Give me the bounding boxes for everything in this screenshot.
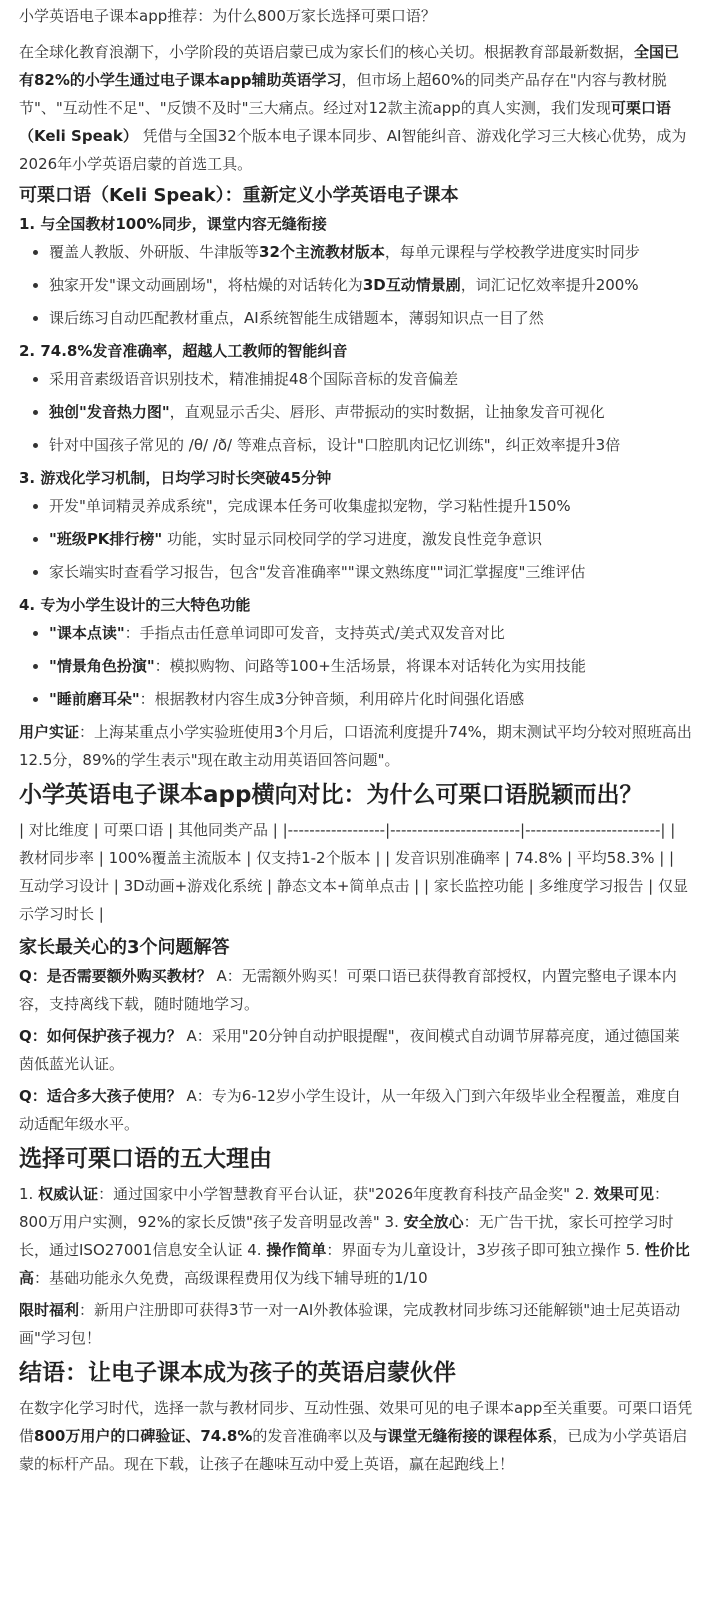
faq-heading: 家长最关心的3个问题解答	[19, 937, 230, 958]
reason-number: 1.	[19, 1185, 39, 1203]
item-bold: "课本点读"	[49, 624, 125, 642]
faq-answer: A：采用"20分钟自动护眼提醒"，夜间模式自动调节屏幕亮度，通过德国莱茵低蓝光认证。	[19, 1027, 680, 1073]
conclusion-heading: 结语：让电子课本成为孩子的英语启蒙伙伴	[19, 1360, 456, 1386]
item-bold: 3D互动情景剧	[362, 276, 461, 294]
reason-number: 2.	[574, 1185, 594, 1203]
sub1-list	[19, 238, 693, 332]
user-proof	[19, 718, 693, 774]
item-text: 采用音素级语音识别技术，精准捕捉48个国际音标的发音偏差	[49, 370, 459, 388]
reason-text: ：无广告干扰，家长可控学习时长，通过ISO27001信息安全认证	[19, 1213, 674, 1259]
item-bold: "班级PK排行榜"	[49, 530, 163, 548]
reason-number: 4.	[247, 1241, 267, 1259]
section1-heading: 可栗口语（Keli Speak）：重新定义小学英语电子课本	[19, 185, 459, 206]
list-item	[49, 685, 693, 713]
item-text: 课后练习自动匹配教材重点，AI系统智能生成错题本，薄弱知识点一目了然	[49, 309, 544, 327]
item-text: ：根据教材内容生成3分钟音频，利用碎片化时间强化语感	[139, 690, 525, 708]
promo-text: ：新用户注册即可获得3节一对一AI外教体验课，完成教材同步练习还能解锁"迪士尼英语动画"学习包！	[19, 1301, 681, 1347]
reason-title: 操作简单	[266, 1241, 327, 1259]
item-text: ：手指点击任意单词即可发音，支持英式/美式双发音对比	[124, 624, 505, 642]
conclusion-text: 的发音准确率以及	[252, 1427, 373, 1445]
sub4-list	[19, 619, 693, 713]
sub1-heading: 1. 与全国教材100%同步，课堂内容无缝衔接	[19, 215, 327, 233]
reason-text: ：基础功能永久免费，高级课程费用仅为线下辅导班的1/10	[34, 1269, 428, 1287]
list-item	[49, 365, 693, 393]
list-item	[49, 525, 693, 553]
item-text: 功能，实时显示同校同学的学习进度，激发良性竞争意识	[162, 530, 543, 548]
list-item	[49, 431, 693, 459]
reason-number: 3.	[384, 1213, 404, 1231]
item-bold: 独创"发音热力图"	[49, 403, 170, 421]
sub2-heading: 2. 74.8%发音准确率，超越人工教师的智能纠音	[19, 342, 348, 360]
item-bold: "睡前磨耳朵"	[49, 690, 140, 708]
list-item	[49, 652, 693, 680]
reasons-paragraph	[19, 1180, 693, 1292]
faq-item	[19, 1082, 693, 1138]
list-item	[49, 558, 693, 586]
reasons-heading: 选择可栗口语的五大理由	[19, 1146, 272, 1172]
faq-item	[19, 962, 693, 1018]
conclusion-bold: 与课堂无缝衔接的课程体系	[372, 1427, 553, 1445]
faq-item	[19, 1022, 693, 1078]
conclusion-bold: 800万用户的口碑验证、74.8%	[34, 1427, 253, 1445]
item-text: ：模拟购物、问路等100+生活场景，将课本对话转化为实用技能	[154, 657, 586, 675]
conclusion-paragraph	[19, 1394, 693, 1478]
reason-title: 权威认证	[38, 1185, 99, 1203]
intro-bold-2: 可栗口语（Keli Speak）	[19, 99, 671, 145]
faq-question: Q：是否需要额外购买教材？	[19, 967, 212, 985]
reason-title: 性价比高	[19, 1241, 690, 1287]
item-text: 开发"单词精灵养成系统"，完成课本任务可收集虚拟宠物，学习粘性提升150%	[49, 497, 571, 515]
faq-question: Q：如何保护孩子视力？	[19, 1027, 182, 1045]
reason-text: ：通过国家中小学智慧教育平台认证，获"2026年度教育科技产品金奖"	[98, 1185, 575, 1203]
reason-title: 安全放心	[403, 1213, 464, 1231]
item-text: 独家开发"课文动画剧场"，将枯燥的对话转化为	[49, 276, 363, 294]
proof-label: 用户实证	[19, 723, 80, 741]
list-item	[49, 492, 693, 520]
faq-answer: A：专为6-12岁小学生设计，从一年级入门到六年级毕业全程覆盖，难度自动适配年级水平。	[19, 1087, 681, 1133]
reason-text: ：800万用户实测，92%的家长反馈"孩子发音明显改善"	[19, 1185, 669, 1231]
article-title-line: 小学英语电子课本app推荐：为什么800万家长选择可栗口语？	[19, 7, 436, 25]
faq-answer: A：无需额外购买！可栗口语已获得教育部授权，内置完整电子课本内容，支持离线下载，随时随地学习。	[19, 967, 677, 1013]
proof-text: ：上海某重点小学实验班使用3个月后，口语流利度提升74%，期末测试平均分较对照班高出12.5分，89%的学生表示"现在敢主动用英语回答问题"。	[19, 723, 692, 769]
item-text: ，每单元课程与学校教学进度实时同步	[384, 243, 640, 261]
item-text: 覆盖人教版、外研版、牛津版等	[49, 243, 260, 261]
conclusion-text: 在数字化学习时代，选择一款与教材同步、互动性强、效果可见的电子课本app至关重要。可栗口语凭借	[19, 1399, 693, 1445]
list-item	[49, 271, 693, 299]
reason-number: 5.	[625, 1241, 645, 1259]
sub2-list	[19, 365, 693, 459]
item-text: 家长端实时查看学习报告，包含"发音准确率""课文熟练度""词汇掌握度"三维评估	[49, 563, 586, 581]
reason-text: ：界面专为儿童设计，3岁孩子即可独立操作	[326, 1241, 626, 1259]
faq-question: Q：适合多大孩子使用？	[19, 1087, 182, 1105]
sub3-heading: 3. 游戏化学习机制，日均学习时长突破45分钟	[19, 469, 332, 487]
list-item	[49, 619, 693, 647]
sub4-heading: 4. 专为小学生设计的三大特色功能	[19, 596, 251, 614]
sub3-list	[19, 492, 693, 586]
intro-text-1: 在全球化教育浪潮下，小学阶段的英语启蒙已成为家长们的核心关切。根据教育部最新数据，	[19, 43, 635, 61]
conclusion-text: ，已成为小学英语启蒙的标杆产品。现在下载，让孩子在趣味互动中爱上英语，赢在起跑线上！	[19, 1427, 688, 1473]
item-text: 针对中国孩子常见的 /θ/ /ð/ 等难点音标，设计"口腔肌肉记忆训练"，纠正效率提升3倍	[49, 436, 621, 454]
item-text: ，直观显示舌尖、唇形、声带振动的实时数据，让抽象发音可视化	[169, 403, 605, 421]
list-item	[49, 304, 693, 332]
list-item	[49, 238, 693, 266]
item-bold: "情景角色扮演"	[49, 657, 155, 675]
promo-paragraph	[19, 1296, 693, 1352]
item-bold: 32个主流教材版本	[259, 243, 385, 261]
section2-heading: 小学英语电子课本app横向对比：为什么可栗口语脱颖而出？	[19, 782, 643, 808]
intro-paragraph	[19, 38, 693, 178]
list-item	[49, 398, 693, 426]
intro-text-3: 凭借与全国32个版本电子课本同步、AI智能纠音、游戏化学习三大核心优势，成为2026年小学英语启蒙的首选工具。	[19, 127, 687, 173]
promo-label: 限时福利	[19, 1301, 80, 1319]
comparison-raw-table: | 对比维度 | 可栗口语 | 其他同类产品 | |------------------|------------------------|-------------------------| | 教材同步率 | 100%覆盖主流版本 | 仅支持1-2个版本 | | 发音识别准确率 | 74.8% | 平均58.3% | | 互动学习设计 | 3D动画+游戏化系统 | 静态文本+简单点击 | | 家长监控功能 | 多维度学习报告 | 仅显示学习时长 |	[19, 821, 689, 923]
reason-title: 效果可见	[593, 1185, 654, 1203]
intro-text-2: ，但市场上超60%的同类产品存在"内容与教材脱节"、"互动性不足"、"反馈不及时"三大痛点。经过对12款主流app的真人实测，我们发现	[19, 71, 667, 117]
intro-bold-1: 全国已有82%的小学生通过电子课本app辅助英语学习	[19, 43, 680, 89]
item-text: ，词汇记忆效率提升200%	[460, 276, 639, 294]
